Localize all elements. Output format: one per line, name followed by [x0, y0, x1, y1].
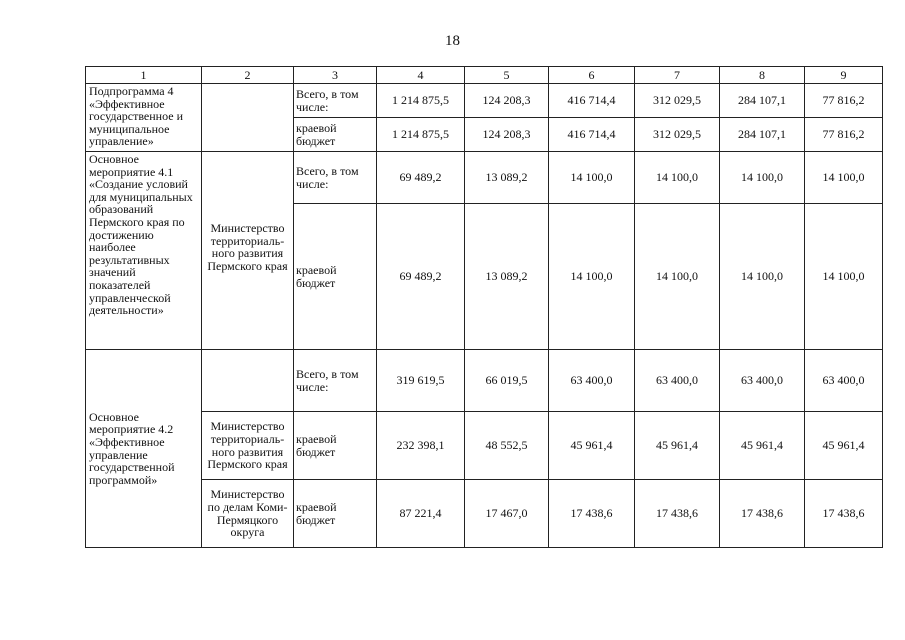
- value-cell: 124 208,3: [465, 118, 549, 152]
- value-cell: 14 100,0: [635, 204, 720, 350]
- value-cell: 63 400,0: [720, 350, 805, 412]
- value-cell: 14 100,0: [805, 204, 883, 350]
- funding-source: Всего, в том числе:: [294, 84, 377, 118]
- value-cell: 17 438,6: [549, 480, 635, 548]
- header-cell: 1: [86, 67, 202, 84]
- value-cell: 319 619,5: [377, 350, 465, 412]
- executor-cell: Министерство территориаль-ного развития Пермского края: [202, 412, 294, 480]
- value-cell: 17 467,0: [465, 480, 549, 548]
- header-cell: 2: [202, 67, 294, 84]
- subprogram-title: Подпрограмма 4 «Эффективное государственное и муниципальное управление»: [86, 84, 202, 152]
- value-cell: 13 089,2: [465, 204, 549, 350]
- executor-cell: Министерство территориаль-ного развития Пермского края: [202, 152, 294, 350]
- value-cell: 69 489,2: [377, 152, 465, 204]
- value-cell: 77 816,2: [805, 118, 883, 152]
- value-cell: 14 100,0: [549, 204, 635, 350]
- value-cell: 17 438,6: [805, 480, 883, 548]
- value-cell: 232 398,1: [377, 412, 465, 480]
- value-cell: 284 107,1: [720, 84, 805, 118]
- value-cell: 14 100,0: [805, 152, 883, 204]
- value-cell: 45 961,4: [549, 412, 635, 480]
- header-cell: 5: [465, 67, 549, 84]
- value-cell: 416 714,4: [549, 118, 635, 152]
- value-cell: 63 400,0: [635, 350, 720, 412]
- funding-source: краевой бюджет: [294, 412, 377, 480]
- value-cell: 17 438,6: [635, 480, 720, 548]
- table-row: [86, 480, 883, 548]
- header-cell: 9: [805, 67, 883, 84]
- value-cell: 77 816,2: [805, 84, 883, 118]
- table-row: [86, 350, 883, 412]
- value-cell: 416 714,4: [549, 84, 635, 118]
- executor-cell: [202, 84, 294, 152]
- page-number: 18: [445, 33, 460, 49]
- header-row: [86, 67, 883, 84]
- table-row: [86, 152, 883, 204]
- executor-cell: Министерство по делам Коми-Пермяцкого округа: [202, 480, 294, 548]
- funding-source: краевой бюджет: [294, 118, 377, 152]
- value-cell: 69 489,2: [377, 204, 465, 350]
- table-row: [86, 84, 883, 118]
- value-cell: 63 400,0: [549, 350, 635, 412]
- value-cell: 14 100,0: [720, 204, 805, 350]
- value-cell: 14 100,0: [720, 152, 805, 204]
- value-cell: 14 100,0: [635, 152, 720, 204]
- value-cell: 45 961,4: [635, 412, 720, 480]
- value-cell: 87 221,4: [377, 480, 465, 548]
- header-cell: 3: [294, 67, 377, 84]
- budget-table: [85, 66, 883, 548]
- value-cell: 284 107,1: [720, 118, 805, 152]
- executor-cell: [202, 350, 294, 412]
- value-cell: 1 214 875,5: [377, 84, 465, 118]
- value-cell: 45 961,4: [805, 412, 883, 480]
- header-cell: 4: [377, 67, 465, 84]
- value-cell: 13 089,2: [465, 152, 549, 204]
- value-cell: 124 208,3: [465, 84, 549, 118]
- funding-source: Всего, в том числе:: [294, 350, 377, 412]
- value-cell: 14 100,0: [549, 152, 635, 204]
- header-cell: 8: [720, 67, 805, 84]
- table-row: [86, 412, 883, 480]
- header-cell: 7: [635, 67, 720, 84]
- value-cell: 17 438,6: [720, 480, 805, 548]
- activity-title: Основное мероприятие 4.1 «Создание условий для муниципальных образований Пермского края по достижению наиболее результативных значений показателей управленческой деятельности»: [86, 152, 202, 350]
- funding-source: краевой бюджет: [294, 204, 377, 350]
- value-cell: 312 029,5: [635, 118, 720, 152]
- value-cell: 66 019,5: [465, 350, 549, 412]
- value-cell: 1 214 875,5: [377, 118, 465, 152]
- value-cell: 312 029,5: [635, 84, 720, 118]
- activity-title: Основное мероприятие 4.2 «Эффективное управление государственной программой»: [86, 350, 202, 548]
- value-cell: 45 961,4: [720, 412, 805, 480]
- value-cell: 63 400,0: [805, 350, 883, 412]
- funding-source: краевой бюджет: [294, 480, 377, 548]
- header-cell: 6: [549, 67, 635, 84]
- funding-source: Всего, в том числе:: [294, 152, 377, 204]
- value-cell: 48 552,5: [465, 412, 549, 480]
